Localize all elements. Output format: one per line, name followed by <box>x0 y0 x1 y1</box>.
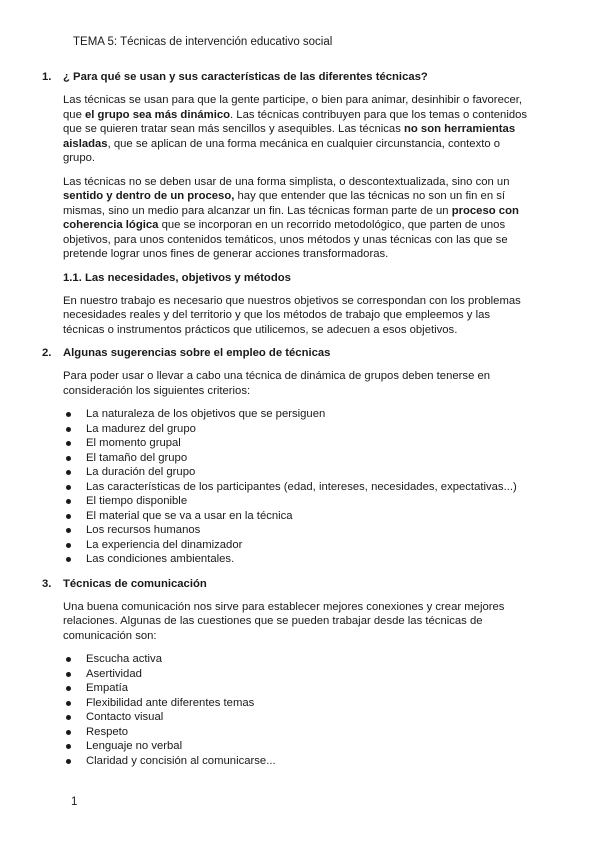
section-2-title: Algunas sugerencias sobre el empleo de técnicas <box>63 347 331 359</box>
list-item-text: La naturaleza de los objetivos que se persiguen <box>86 408 326 420</box>
section-2-intro: Para poder usar o llevar a cabo una técnica de dinámica de grupos deben tenerse en consideración los siguientes criterios: <box>63 370 491 397</box>
communication-list <box>0 652 600 768</box>
section-1-title: ¿ Para qué se usan y sus características de las diferentes técnicas? <box>63 71 428 83</box>
bold-run: sentido y dentro de un proceso, <box>63 190 235 202</box>
list-item <box>0 725 600 740</box>
list-item <box>0 422 600 437</box>
page-number: 1 <box>71 796 78 808</box>
list-item-text: Las características de los participantes (edad, intereses, necesidades, expectativas...) <box>86 480 517 493</box>
list-item <box>0 552 600 567</box>
bullet-icon <box>66 456 71 461</box>
bullet-icon <box>66 412 71 417</box>
list-item-text: La experiencia del dinamizador <box>86 538 243 551</box>
section-1 <box>0 70 600 337</box>
text-run: . Las técnicas contribuyen para que los temas o contenidos que se quieren tratar sean más sencillos y asequibles. Las técnicas <box>63 108 528 135</box>
section-1-paragraph-1 <box>0 93 600 166</box>
list-item-text: Asertividad <box>86 667 142 680</box>
bullet-icon <box>66 528 71 533</box>
bullet-icon <box>66 686 71 691</box>
list-item-text: El tiempo disponible <box>86 495 188 507</box>
list-item-text: Contacto visual <box>86 711 164 723</box>
bold-run: no son herramientas aisladas <box>63 123 516 150</box>
bullet-icon <box>66 759 71 764</box>
text-run: Las técnicas no se deben usar de una forma simplista, o descontextualizada, sino con un <box>63 175 510 188</box>
section-1-heading <box>0 70 600 85</box>
subsection-1-1-paragraph: En nuestro trabajo es necesario que nuestros objetivos se correspondan con los problemas necesidades reales y del territorio y que los métodos de trabajo que empleemos y las técnicas o instrumentos prácticos que utilicemos, se adecuen a esos objetivos. <box>63 294 521 336</box>
list-item <box>0 739 600 754</box>
list-item <box>0 754 600 769</box>
bullet-icon <box>66 557 71 562</box>
list-item-text: El tamaño del grupo <box>86 451 188 464</box>
list-item-text: Empatía <box>86 682 129 694</box>
section-3-intro: Una buena comunicación nos sirve para establecer mejores conexiones y crear mejores relaciones. Algunas de las cuestiones que se pueden trabajar desde las técnicas de comunicación son: <box>63 600 505 642</box>
list-item-text: Escucha activa <box>86 653 162 665</box>
section-1-paragraph-2 <box>0 175 600 262</box>
section-3-number: 3. <box>42 577 52 590</box>
bullet-icon <box>66 701 71 706</box>
bullet-icon <box>66 441 71 446</box>
bullet-icon <box>66 744 71 749</box>
list-item <box>0 436 600 451</box>
bullet-icon <box>66 470 71 475</box>
bullet-icon <box>66 730 71 735</box>
text-run: , que se aplican de una forma mecánica en cualquier circunstancia, contexto o grupo. <box>63 137 501 164</box>
section-3 <box>0 577 600 769</box>
criteria-list <box>0 407 600 567</box>
section-2 <box>0 346 600 567</box>
list-item <box>0 451 600 466</box>
list-item <box>0 523 600 538</box>
list-item <box>0 465 600 480</box>
section-2-heading <box>0 346 600 361</box>
list-item <box>0 480 600 495</box>
page-header: TEMA 5: Técnicas de intervención educativo social <box>73 36 333 48</box>
list-item-text: Lenguaje no verbal <box>86 740 183 752</box>
list-item <box>0 710 600 725</box>
list-item <box>0 494 600 509</box>
list-item-text: Claridad y concisión al comunicarse... <box>86 754 276 767</box>
list-item-text: Los recursos humanos <box>86 524 201 536</box>
bold-run: proceso con coherencia lógica <box>63 204 519 231</box>
bullet-icon <box>66 672 71 677</box>
bullet-icon <box>66 715 71 720</box>
text-run: hay que entender que las técnicas no son un fin en sí mismas, sino un medio para alcanzar un fin. Las técnicas forman parte de un <box>63 190 506 217</box>
section-2-number: 2. <box>42 347 52 359</box>
page-content <box>0 70 600 778</box>
bullet-icon <box>66 657 71 662</box>
list-item <box>0 538 600 553</box>
list-item <box>0 652 600 667</box>
list-item-text: El momento grupal <box>86 437 181 449</box>
list-item <box>0 681 600 696</box>
subsection-1-1-heading: 1.1. Las necesidades, objetivos y métodos <box>63 271 291 284</box>
list-item <box>0 509 600 524</box>
section-3-heading <box>0 577 600 592</box>
list-item-text: La duración del grupo <box>86 466 196 478</box>
list-item-text: El material que se va a usar en la técnica <box>86 509 293 522</box>
section-1-number: 1. <box>42 71 52 83</box>
text-run: Las técnicas se usan para que la gente participe, o bien para animar, desinhibir o favorecer, que <box>63 94 523 121</box>
bullet-icon <box>66 485 71 490</box>
list-item-text: Flexibilidad ante diferentes temas <box>86 696 255 709</box>
text-run: que se incorporan en un recorrido metodológico, que parten de unos objetivos, para unos contenidos temáticos, unos métodos y unas técnicas con las que se pretende lograr unos fines de generar acciones transformadoras. <box>63 219 508 260</box>
list-item <box>0 407 600 422</box>
section-3-title: Técnicas de comunicación <box>63 577 207 590</box>
bullet-icon <box>66 543 71 548</box>
bold-run: el grupo sea más dinámico <box>85 108 231 121</box>
list-item-text: Respeto <box>86 725 129 738</box>
list-item-text: Las condiciones ambientales. <box>86 553 235 565</box>
list-item <box>0 667 600 682</box>
bullet-icon <box>66 427 71 432</box>
bullet-icon <box>66 514 71 519</box>
list-item <box>0 696 600 711</box>
list-item-text: La madurez del grupo <box>86 422 196 435</box>
bullet-icon <box>66 499 71 504</box>
